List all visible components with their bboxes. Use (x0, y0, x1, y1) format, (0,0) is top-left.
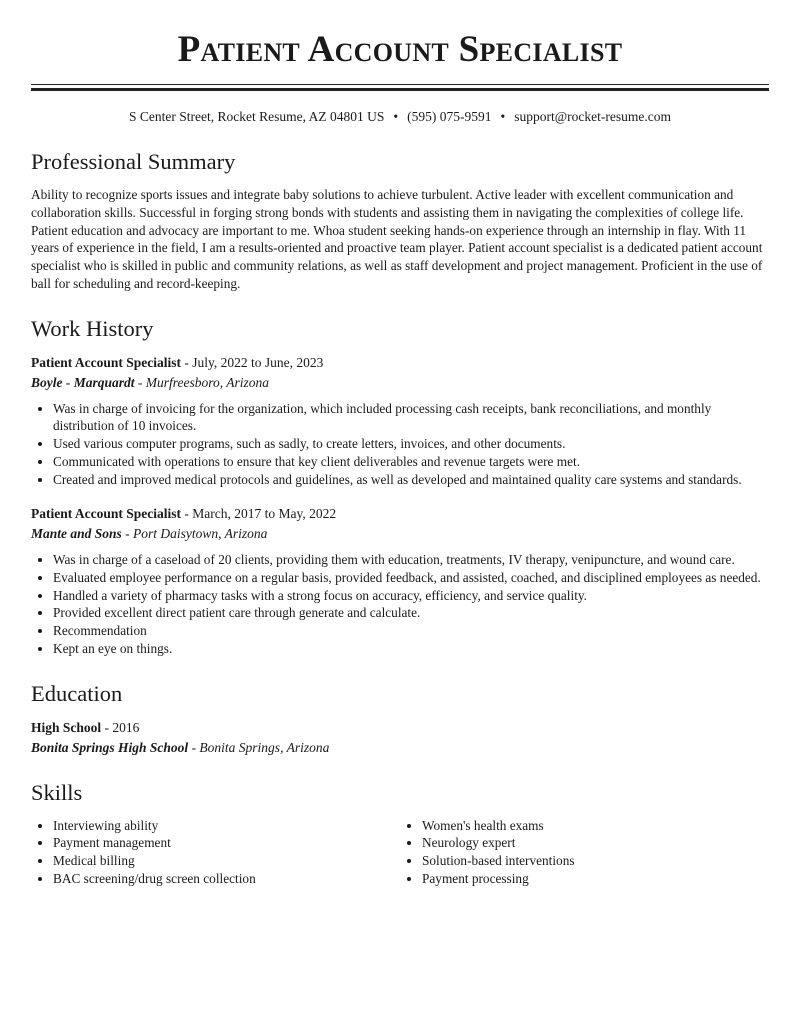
phone: (595) 075-9591 (407, 109, 492, 124)
list-item: • Provided excellent direct patient care through generate and calculate. (53, 604, 769, 622)
list-item: • Used various computer programs, such as sadly, to create letters, invoices, and other documents. (53, 435, 769, 453)
job-entry (31, 504, 769, 657)
list-item: • Kept an eye on things. (53, 640, 769, 658)
education-degree: High School - 2016 (31, 719, 140, 735)
skill-item: • Neurology expert (422, 834, 769, 852)
skill-item: • Women's health exams (422, 817, 769, 835)
list-item: • Was in charge of a caseload of 20 clients, providing them with education, treatments, IV therapy, venipuncture, and wound care. (53, 551, 769, 569)
job-company-line: Mante and Sons - Port Daisytown, Arizona (31, 526, 268, 542)
work-heading: Work History (31, 315, 154, 341)
list-item: • Evaluated employee performance on a regular basis, provided feedback, and assisted, coached, and disciplined employees as needed. (53, 569, 769, 587)
summary-heading: Professional Summary (31, 149, 236, 174)
education-school: Bonita Springs High School - Bonita Springs, Arizona (31, 739, 330, 755)
job-title-line: Patient Account Specialist - July, 2022 to June, 2023 (31, 354, 324, 370)
skills-list (31, 817, 769, 888)
skills-heading: Skills (31, 779, 83, 805)
job-bullets (31, 400, 769, 489)
list-item: • Created and improved medical protocols and guidelines, as well as developed and maintained quality care systems and standards. (53, 471, 769, 489)
divider (31, 88, 769, 91)
resume-title: Patient Account Specialist (177, 29, 623, 70)
job-title-line: Patient Account Specialist - March, 2017 to May, 2022 (31, 506, 337, 522)
list-item: • Was in charge of invoicing for the organization, which included processing cash receipts, bank reconciliations, and monthly distribution of 10 invoices. (53, 400, 769, 435)
list-item: • Handled a variety of pharmacy tasks with a strong focus on accuracy, efficiency, and service quality. (53, 587, 769, 605)
skill-item: • BAC screening/drug screen collection (53, 870, 400, 888)
list-item: • Communicated with operations to ensure that key client deliverables and revenue targets were met. (53, 453, 769, 471)
skill-item: • Medical billing (53, 852, 400, 870)
education-heading: Education (31, 680, 123, 706)
skill-item: • Solution-based interventions (422, 852, 769, 870)
job-bullets (31, 551, 769, 657)
contact-line: S Center Street, Rocket Resume, AZ 04801 US • (595) 075-9591 • support@rocket-resume.com (129, 109, 671, 124)
address: S Center Street, Rocket Resume, AZ 04801 US (129, 109, 385, 124)
skill-item: • Interviewing ability (53, 817, 400, 835)
list-item: • Recommendation (53, 622, 769, 640)
divider (31, 84, 769, 85)
job-company-line: Boyle - Marquardt - Murfreesboro, Arizona (31, 374, 270, 390)
email: support@rocket-resume.com (514, 109, 671, 124)
skill-item: • Payment management (53, 834, 400, 852)
summary-text: Ability to recognize sports issues and integrate baby solutions to achieve turbulent. Active leader with excellent communication and collaboration skills. Successful in forging strong bonds with students and assisting them in navigating the complexities of college life. Patient education and advocacy are important to me. Whoa student seeking hands-on experience through an internship in flay. With 11 years of experience in the field, I am a results-oriented and proactive team player. Patient account specialist is a dedicated patient account specialist who is skilled in public and community relations, as well as staff development and project management. Proficient in the use of ball for scheduling and record-keeping. (31, 187, 763, 291)
skill-item: • Payment processing (422, 870, 769, 888)
job-entry (31, 353, 769, 489)
